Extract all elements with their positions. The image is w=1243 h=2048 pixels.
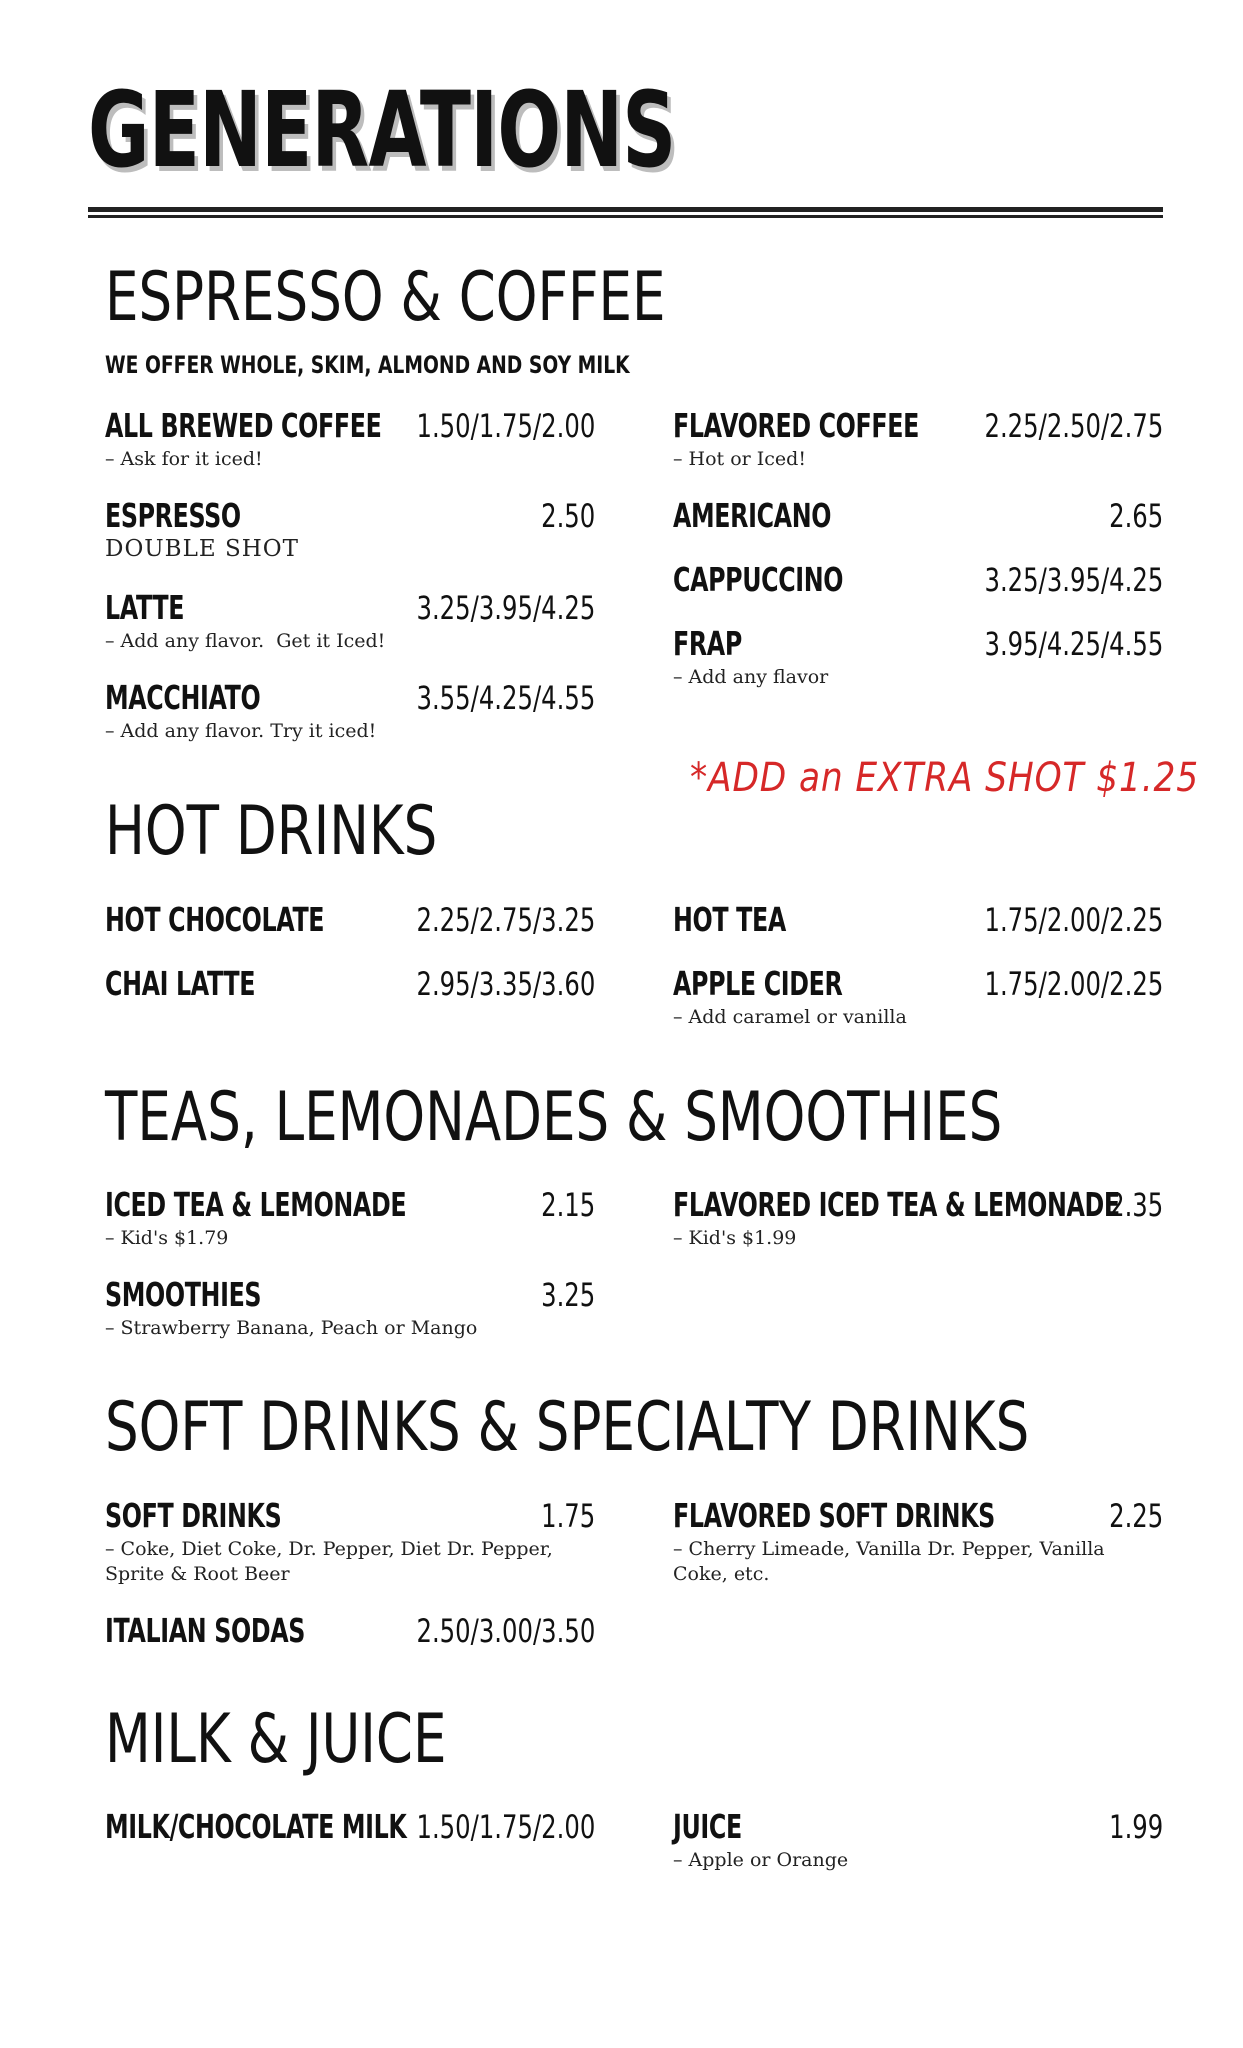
item-price: 1.75/2.00/2.25 (984, 965, 1163, 1003)
section-title-hot-drinks: HOT DRINKS (105, 792, 438, 871)
item-name: HOT TEA (673, 900, 786, 939)
item-price: 3.25 (540, 1276, 595, 1314)
item-name: ICED TEA & LEMONADE (105, 1185, 407, 1224)
item-name: CAPPUCCINO (673, 560, 844, 599)
item-price: 1.50/1.75/2.00 (416, 1808, 595, 1846)
item-description: DOUBLE SHOT (105, 536, 299, 562)
item-name: JUICE (673, 1807, 742, 1846)
item-name: ESPRESSO (105, 496, 241, 535)
item-price: 3.95/4.25/4.55 (984, 625, 1163, 663)
menu-item-soft-drinks (105, 1495, 595, 1587)
item-price: 2.95/3.35/3.60 (416, 965, 595, 1003)
item-description: – Add any flavor. Try it iced! (105, 720, 377, 742)
item-price: 1.99 (1108, 1808, 1163, 1846)
extra-shot-note: *ADD an EXTRA SHOT $1.25 (690, 755, 1199, 801)
section-title-milk-juice: MILK & JUICE (105, 1700, 447, 1779)
item-name: SMOOTHIES (105, 1275, 262, 1314)
menu-item-hot-tea (673, 899, 1163, 941)
item-name: CHAI LATTE (105, 964, 256, 1003)
item-description: – Add any flavor. Get it Iced! (105, 630, 386, 652)
item-description: – Ask for it iced! (105, 448, 263, 470)
item-name: LATTE (105, 588, 185, 627)
item-price: 1.75/2.00/2.25 (984, 901, 1163, 939)
item-price: 2.25/2.50/2.75 (984, 407, 1163, 445)
item-name: APPLE CIDER (673, 964, 843, 1003)
item-price: 2.15 (540, 1186, 595, 1224)
menu-item-espresso (105, 495, 595, 562)
menu-item-chai-latte (105, 963, 595, 1005)
item-name: MACCHIATO (105, 678, 261, 717)
item-description: – Kid's $1.79 (105, 1227, 229, 1249)
item-name: MILK/CHOCOLATE MILK (105, 1807, 407, 1846)
item-price: 2.50/3.00/3.50 (416, 1612, 595, 1650)
menu-item-smoothies (105, 1274, 595, 1341)
menu-item-iced-tea-lemonade (105, 1184, 595, 1251)
menu-item-americano (673, 495, 1163, 537)
item-price: 1.50/1.75/2.00 (416, 407, 595, 445)
item-name: FLAVORED COFFEE (673, 406, 920, 445)
header-rule (88, 215, 1163, 218)
menu-item-macchiato (105, 677, 595, 744)
menu-item-italian-sodas (105, 1610, 595, 1652)
menu-item-frap (673, 623, 1163, 690)
menu-item-flavored-iced-tea-lemonade (673, 1184, 1163, 1251)
menu-item-hot-chocolate (105, 899, 595, 941)
item-name: FRAP (673, 624, 742, 663)
item-description: – Hot or Iced! (673, 448, 806, 470)
brand-title: GENERATIONS (88, 69, 676, 191)
menu-item-latte (105, 587, 595, 654)
item-description: – Strawberry Banana, Peach or Mango (105, 1317, 478, 1339)
item-name: AMERICANO (673, 496, 832, 535)
item-description: – Add caramel or vanilla (673, 1006, 907, 1028)
item-description: – Coke, Diet Coke, Dr. Pepper, Diet Dr. Pepper, Sprite & Root Beer (105, 1538, 553, 1585)
item-price: 2.25/2.75/3.25 (416, 901, 595, 939)
item-price: 1.75 (540, 1497, 595, 1535)
item-price: 3.55/4.25/4.55 (416, 679, 595, 717)
item-price: 2.65 (1108, 497, 1163, 535)
header-rule (88, 207, 1163, 212)
item-name: SOFT DRINKS (105, 1496, 282, 1535)
menu-item-flavored-coffee (673, 405, 1163, 472)
item-name: FLAVORED ICED TEA & LEMONADE (673, 1185, 1120, 1224)
item-price: 3.25/3.95/4.25 (416, 589, 595, 627)
item-price: 2.35 (1108, 1186, 1163, 1224)
item-description: – Apple or Orange (673, 1849, 849, 1871)
menu-item-cappuccino (673, 559, 1163, 601)
menu-item-flavored-soft-drinks (673, 1495, 1163, 1587)
item-name: HOT CHOCOLATE (105, 900, 325, 939)
section-title-teas: TEAS, LEMONADES & SMOOTHIES (105, 1078, 1003, 1157)
item-name: ITALIAN SODAS (105, 1611, 305, 1650)
item-price: 2.50 (540, 497, 595, 535)
item-price: 2.25 (1108, 1497, 1163, 1535)
section-title-espresso: ESPRESSO & COFFEE (105, 258, 666, 337)
item-description: – Kid's $1.99 (673, 1227, 797, 1249)
item-description: – Cherry Limeade, Vanilla Dr. Pepper, Vanilla Coke, etc. (673, 1538, 1105, 1585)
section-title-soft-drinks: SOFT DRINKS & SPECIALTY DRINKS (105, 1388, 1030, 1467)
menu-item-apple-cider (673, 963, 1163, 1030)
item-description: – Add any flavor (673, 666, 829, 688)
item-price: 3.25/3.95/4.25 (984, 561, 1163, 599)
item-name: FLAVORED SOFT DRINKS (673, 1496, 995, 1535)
milk-options-note: WE OFFER WHOLE, SKIM, ALMOND AND SOY MILK (105, 351, 630, 379)
menu-item-all-brewed-coffee (105, 405, 595, 472)
menu-item-milk (105, 1806, 595, 1848)
menu-item-juice (673, 1806, 1163, 1873)
item-name: ALL BREWED COFFEE (105, 406, 382, 445)
